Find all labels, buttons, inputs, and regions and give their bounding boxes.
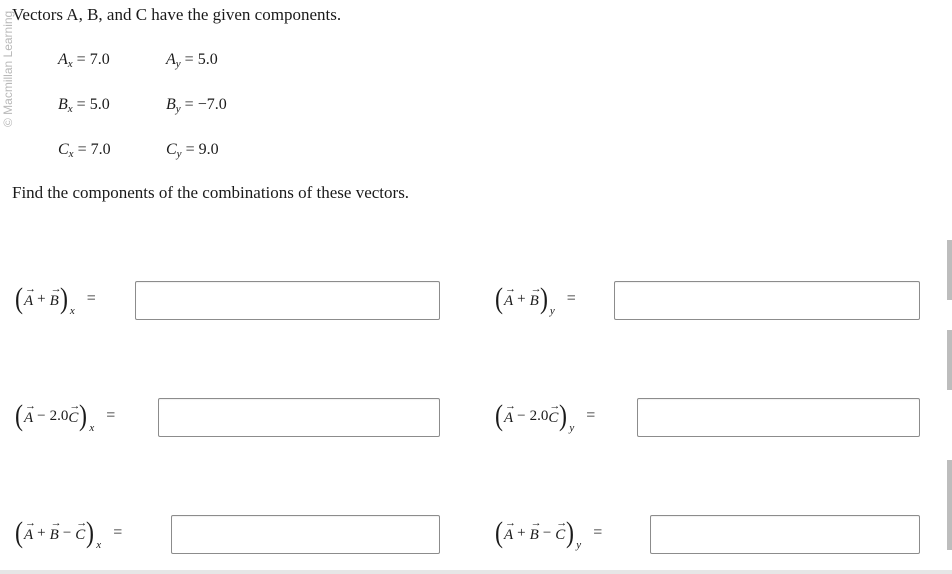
given-ay [166,50,218,74]
open-paren: ( [15,282,23,315]
vector-b: → B [50,523,59,544]
expr-combo-x [14,516,123,551]
vector-b: → B [50,289,59,310]
given-ay-value: = 5.0 [184,51,218,68]
component-subscript: y [576,539,582,551]
component-subscript: y [569,422,575,434]
given-ax-name: A [58,51,68,68]
given-cx-value: = 7.0 [77,141,111,158]
given-cy-value: = 9.0 [185,141,219,158]
equals-sign: = [593,524,603,541]
open-paren: ( [15,516,23,549]
operator: − [62,524,72,541]
vector-a: → A [24,523,33,544]
component-subscript: x [69,305,75,317]
vector-a: → A [24,406,33,427]
close-paren: ) [79,399,88,432]
window-edge [947,330,952,390]
expr-diff-x [14,399,116,434]
given-cy-sub: y [176,148,182,160]
equals-sign: = [113,524,123,541]
operator: + [37,290,46,307]
operator: + [517,290,526,307]
given-by [166,95,227,119]
equals-sign: = [566,290,576,307]
component-subscript: y [549,305,555,317]
given-bx [58,95,110,119]
equals-sign: = [86,290,96,307]
window-edge [947,240,952,300]
coefficient: 2.0 [49,407,69,424]
answer-input-diff-x[interactable] [158,398,440,437]
component-subscript: x [89,422,95,434]
answer-input-sum-x[interactable] [135,281,440,320]
answer-input-diff-y[interactable] [637,398,920,437]
expr-combo-y [494,516,603,551]
component-subscript: x [96,539,102,551]
window-edge [947,460,952,550]
vector-b: → B [530,289,539,310]
given-by-sub: y [175,103,181,115]
expr-sum-x [14,282,96,317]
given-cx-name: C [58,141,69,158]
given-ax [58,50,110,74]
open-paren: ( [495,399,503,432]
operator: − [517,407,526,424]
bottom-divider [0,570,952,574]
given-cx [58,140,111,164]
copyright-watermark: © Macmillan Learning [1,10,15,127]
given-bx-value: = 5.0 [76,96,110,113]
given-bx-sub: x [67,103,73,115]
given-ax-value: = 7.0 [76,51,110,68]
operator: + [37,524,46,541]
vector-b: → B [530,523,539,544]
open-paren: ( [495,282,503,315]
given-cy [166,140,219,164]
equals-sign: = [586,407,596,424]
vector-a: → A [504,523,513,544]
given-bx-name: B [58,96,68,113]
close-paren: ) [566,516,575,549]
answer-input-sum-y[interactable] [614,281,920,320]
operator: − [37,407,46,424]
vector-a: → A [504,406,513,427]
find-instruction: Find the components of the combinations of these vectors. [12,183,410,202]
operator: + [517,524,526,541]
open-paren: ( [495,516,503,549]
vector-c: → C [75,523,85,544]
vector-c: → C [555,523,565,544]
vector-c: → C [548,406,558,427]
given-ax-sub: x [67,58,73,70]
expr-diff-y [494,399,596,434]
coefficient: 2.0 [529,407,549,424]
close-paren: ) [59,282,68,315]
equals-sign: = [106,407,116,424]
given-by-value: = −7.0 [184,96,227,113]
given-cy-name: C [166,141,177,158]
close-paren: ) [539,282,548,315]
vector-a: → A [504,289,513,310]
answer-input-combo-y[interactable] [650,515,920,554]
vector-c: → C [68,406,78,427]
expr-sum-y [494,282,576,317]
given-ay-name: A [166,51,176,68]
given-cx-sub: x [68,148,74,160]
operator: − [542,524,552,541]
vector-a: → A [24,289,33,310]
answer-input-combo-x[interactable] [171,515,440,554]
given-by-name: B [166,96,176,113]
given-ay-sub: y [175,58,181,70]
close-paren: ) [559,399,568,432]
close-paren: ) [86,516,95,549]
problem-intro: Vectors A, B, and C have the given components. [12,5,342,24]
open-paren: ( [15,399,23,432]
